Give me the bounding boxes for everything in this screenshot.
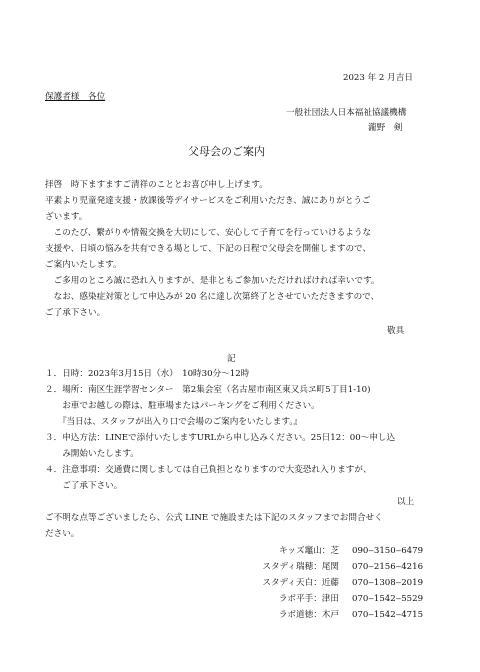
contact-label: ラボ道徳：木戸	[278, 610, 339, 620]
contact-phone: 070‒1542‒5529	[352, 594, 424, 604]
body-line: 平素より児童発達支援・放課後等デイサービスをご利用いただき、誠にありがとうご	[45, 196, 371, 206]
contact-phone: 090‒3150‒6479	[352, 546, 424, 556]
contact-phone: 070‒1308‒2019	[352, 578, 424, 588]
body-line: ご多用のところ誠に恐れ入りますが、是非ともご参加いただければければ幸いです。	[45, 276, 380, 286]
list-item: １．日時：2023年3月15日（水） 10時30分～12時	[45, 369, 250, 379]
contact-label: スタディ天白：近藤	[262, 578, 339, 588]
body-line: ご了承下さい。	[45, 308, 106, 318]
body-line: このたび、繋がりや情報交換を大切にして、安心して子育てを行っていけるような	[45, 228, 372, 238]
body-line: ざいます。	[45, 212, 88, 222]
date: 2023 年 2 月吉日	[343, 73, 413, 83]
body-line: なお、感染症対策として申込みが 20 名に達し次第終了とさせていただきますので、	[45, 292, 380, 302]
ki-heading: 記	[227, 354, 236, 364]
recipient: 保護者様 各位	[45, 92, 106, 102]
inquiry-line: ださい。	[45, 529, 80, 539]
contact-phone: 070‒1542‒4715	[352, 610, 424, 620]
inquiry-line: ご不明な点等ございましたら、公式 LINE で施設または下記のスタッフまでお問合せく	[45, 513, 383, 523]
list-item: ご了承下さい。	[45, 481, 123, 491]
representative: 瀧野 剣	[368, 123, 403, 133]
contact-label: ラボ平手：津田	[278, 594, 339, 604]
contact-label: スタディ瑞穂：尾関	[262, 562, 339, 572]
closing: 敬具	[387, 326, 405, 336]
body-line: ご案内いたします。	[45, 260, 122, 270]
list-item: お車でお越しの際は、駐車場またはパーキングをご利用ください。	[45, 401, 320, 411]
organization: 一般社団法人日本福祉協議機構	[286, 108, 407, 118]
contact-label: キッズ竈山：芝	[279, 546, 339, 556]
list-item: ３．申込方法：LINEで添付いたしますURLから申し込みください。25日12：00～申し込	[45, 433, 396, 443]
list-item: ２．場所：南区生涯学習センター 第2集会室（名古屋市南区東又兵ヱ町5丁目1-10)	[45, 385, 371, 395]
contact-phone: 070‒2156‒4216	[352, 562, 424, 572]
ijou: 以上	[397, 497, 415, 507]
list-item: 『当日は、スタッフが出入り口で会場のご案内をいたします。』	[45, 417, 303, 427]
list-item: ４．注意事項：交通費に関しましては自己負担となりますので大変恐れ入りますが、	[45, 465, 372, 475]
body-line: 支援や、日頃の悩みを共有できる場として、下記の日程で父母会を開催しますので、	[45, 244, 372, 254]
page-title: 父母会のご案内	[188, 145, 265, 158]
list-item: み開始いたします。	[45, 449, 139, 459]
body-line: 拝啓 時下ますますご清祥のこととお喜び申し上げます。	[45, 180, 268, 190]
